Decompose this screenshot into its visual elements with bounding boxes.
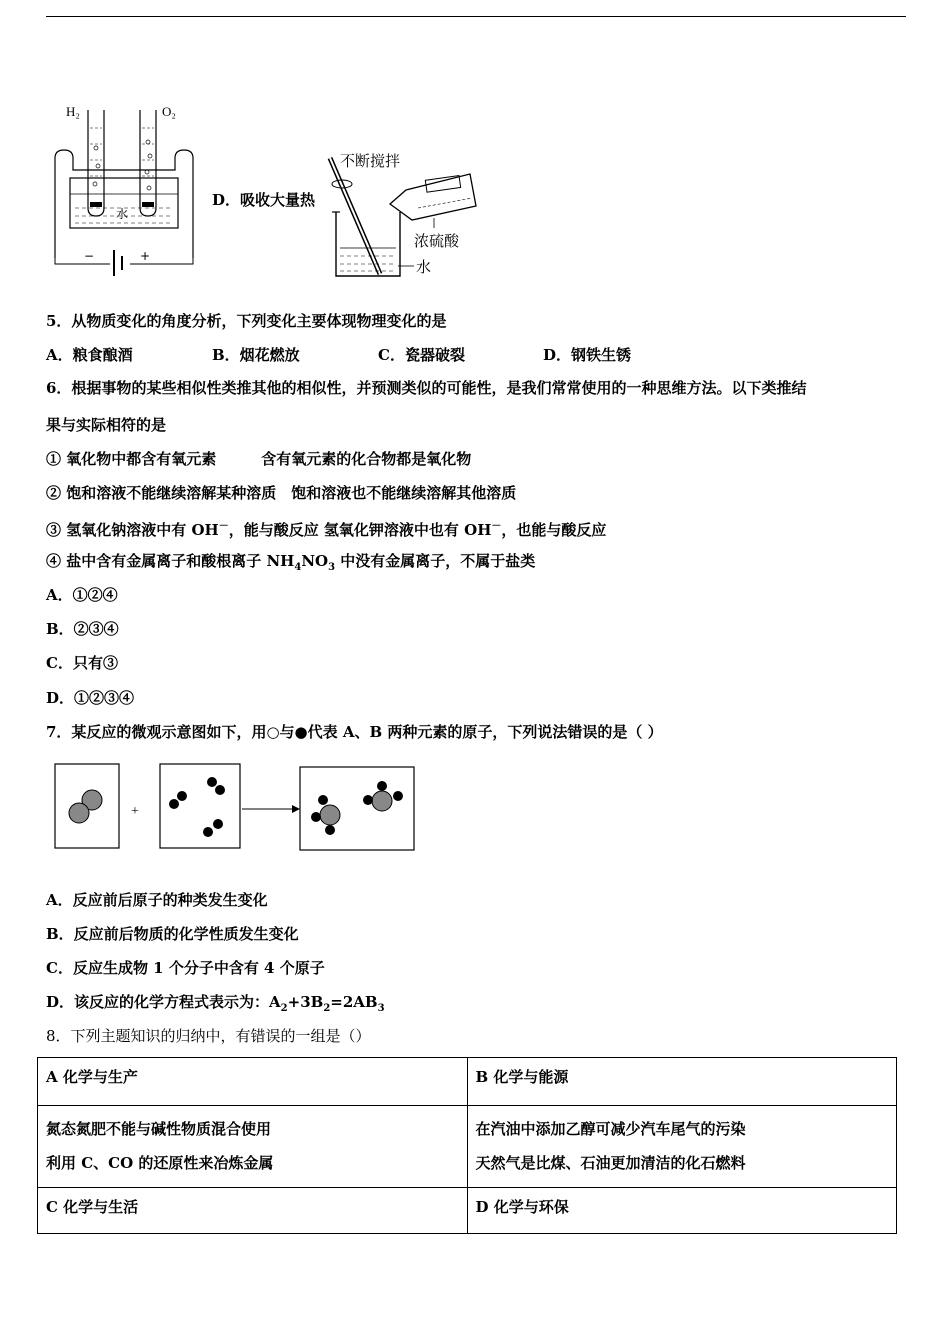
q8-cell-b-body: 在汽油中添加乙醇可减少汽车尾气的污染 天然气是比煤、石油更加清洁的化石燃料: [467, 1106, 897, 1188]
acid-label: 浓硫酸: [414, 232, 460, 250]
q6-stem-line1: 6．根据事物的某些相似性类推其他的相似性，并预测类似的可能性，是我们常常使用的一种思维方法。以下类推结: [46, 379, 807, 397]
q7-option-b: B．反应前后物质的化学性质发生变化: [46, 925, 299, 943]
q6-option-d: D．①②③④: [46, 689, 135, 707]
h2-label: H₂: [66, 104, 80, 119]
q7-option-c: C．反应生成物 1 个分子中含有 4 个原子: [46, 959, 325, 977]
header-rule: [46, 16, 906, 17]
q6-option-c: C．只有③: [46, 654, 118, 672]
water2-label: 水: [416, 258, 432, 276]
q8-table: [37, 1057, 897, 1234]
q8-stem: 8．下列主题知识的归纳中，有错误的一组是（）: [46, 1027, 371, 1045]
q6-statement-3: ③ 氢氧化钠溶液中有 OH－，能与酸反应 氢氧化钾溶液中也有 OH－，也能与酸反应: [46, 521, 607, 539]
q8-cell-a-body: 氮态氮肥不能与碱性物质混合使用 利用 C、CO 的还原性来冶炼金属: [38, 1106, 468, 1188]
q6-statement-1: ① 氧化物中都含有氧元素 含有氧元素的化合物都是氧化物: [46, 450, 472, 468]
q7-option-d: D．该反应的化学方程式表示为：$A_2+3B_2=2AB_3$: [46, 993, 385, 1014]
q6-statement-4: ④ 盐中含有金属离子和酸根离子 $NH_4NO_3$ 中没有金属离子，不属于盐类: [46, 552, 536, 573]
water-label: 水: [116, 207, 129, 221]
q8-cell-b-head: B 化学与能源: [467, 1058, 897, 1106]
option-d-heat: D．吸收大量热: [212, 191, 316, 209]
q6-stem-line2: 果与实际相符的是: [46, 416, 167, 434]
o2-label: O₂: [162, 104, 176, 119]
q8-cell-c-head: C 化学与生活: [38, 1188, 468, 1234]
q6-option-a: A．①②④: [46, 586, 118, 604]
q7-option-a: A．反应前后原子的种类发生变化: [46, 891, 268, 909]
q5-option-a: A．粮食酿酒: [46, 346, 133, 364]
q5-stem: 5．从物质变化的角度分析，下列变化主要体现物理变化的是: [46, 312, 447, 330]
q6-option-b: B．②③④: [46, 620, 119, 638]
q5-option-b: B．烟花燃放: [212, 346, 300, 364]
stir-label: 不断搅拌: [340, 152, 401, 170]
q8-cell-d-head: D 化学与环保: [467, 1188, 897, 1234]
q6-statement-2: ② 饱和溶液不能继续溶解某种溶质 饱和溶液也不能继续溶解其他溶质: [46, 484, 517, 502]
reaction-diagram: [52, 760, 418, 854]
q7-stem: 7．某反应的微观示意图如下，用○与●代表 A、B 两种元素的原子，下列说法错误的是（ ）: [46, 723, 663, 741]
plus-label: +: [140, 249, 151, 263]
reaction-plus: +: [131, 804, 139, 819]
q5-option-d: D．钢铁生锈: [543, 346, 632, 364]
minus-label: −: [84, 249, 95, 263]
q8-cell-a-head: A 化学与生产: [38, 1058, 468, 1106]
electrolysis-figure: [50, 98, 200, 280]
acid-dilution-figure: [322, 150, 482, 282]
q5-option-c: C．瓷器破裂: [378, 346, 465, 364]
